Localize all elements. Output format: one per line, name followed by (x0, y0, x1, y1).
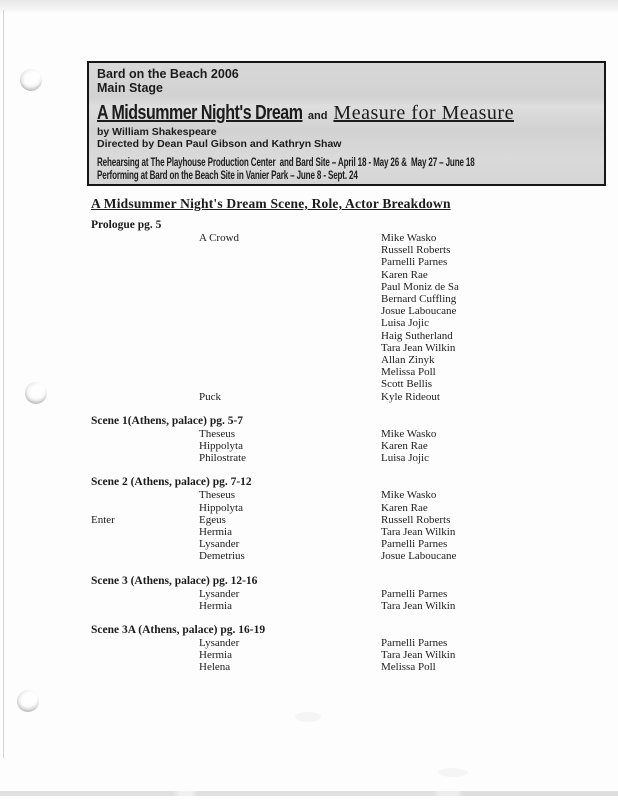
actor-name: Parnelli Parnes (381, 587, 448, 600)
stage-direction (91, 588, 199, 600)
breakdown-row (0, 637, 618, 649)
actor-name: Bernard Cuffling (381, 293, 457, 306)
actor-name: Luisa Jojic (381, 317, 429, 330)
breakdown-row (0, 649, 618, 661)
stage-direction (91, 502, 199, 514)
breakdown-row (0, 232, 618, 244)
scan-smudge (438, 768, 468, 777)
actor-name: Karen Rae (381, 501, 428, 514)
role-name: Puck (199, 390, 221, 403)
actor-name: Scott Bellis (381, 378, 433, 391)
stage-direction (91, 293, 199, 305)
role-name (199, 293, 381, 305)
actor-name: Parnelli Parnes (381, 637, 448, 650)
stage-direction (91, 428, 199, 440)
production-header-box (87, 61, 606, 186)
scene-rows (0, 428, 618, 465)
scene-title: Scene 1(Athens, palace) pg. 5-7 (91, 414, 244, 427)
role-name (199, 256, 381, 268)
hole-punch (20, 69, 42, 91)
scene-title: Scene 3A (Athens, palace) pg. 16-19 (91, 624, 266, 637)
breakdown-row (0, 244, 618, 256)
scan-smudge (295, 712, 321, 722)
actor-name: Parnelli Parnes (381, 256, 448, 269)
scene-rows (0, 588, 618, 612)
breakdown-row (0, 502, 618, 514)
actor-name: Mike Wasko (381, 489, 437, 502)
performance-schedule: Performing at Bard on the Beach Site in Vanier Park – June 8 - Sept. 24 (97, 170, 358, 182)
stage-direction (91, 354, 199, 366)
role-name (199, 244, 381, 256)
breakdown-row (0, 550, 618, 562)
scene-title: Scene 3 (Athens, palace) pg. 12-16 (91, 574, 258, 587)
actor-name: Mike Wasko (381, 427, 437, 440)
role-name (199, 366, 381, 378)
role-name: Hermia (199, 649, 232, 662)
byline: by William Shakespeare (97, 126, 217, 138)
actor-name: Karen Rae (381, 268, 428, 281)
title-midsummer: A Midsummer Night's Dream (97, 102, 303, 124)
bottom-scan-band (0, 791, 618, 796)
breakdown-row (0, 305, 618, 317)
role-name (199, 305, 381, 317)
actor-name: Tara Jean Wilkin (381, 341, 456, 354)
rehearsal-schedule: Rehearsing at The Playhouse Production Center and Bard Site – April 18 - May 26 & May 27 – June 18 (97, 157, 475, 169)
role-name: Lysander (199, 538, 240, 551)
directed-by: Directed by Dean Paul Gibson and Kathryn Shaw (97, 137, 342, 150)
role-name: Hippolyta (199, 501, 243, 514)
scene-rows (0, 489, 618, 562)
stage-direction (91, 526, 199, 538)
scene-title: Prologue pg. 5 (91, 219, 162, 231)
actor-name: Allan Zinyk (381, 354, 435, 367)
stage-direction (91, 330, 199, 342)
stage-direction (91, 305, 199, 317)
role-name (199, 354, 381, 366)
breakdown-row (0, 661, 618, 673)
actor-name: Josue Laboucane (381, 550, 457, 563)
stage-direction (91, 637, 199, 649)
breakdown-row (0, 354, 618, 366)
stage-direction: Enter (91, 513, 115, 526)
stage-direction (91, 452, 199, 464)
breakdown-row (0, 428, 618, 440)
breakdown-row (0, 330, 618, 342)
breakdown-row (0, 440, 618, 452)
stage-name: Main Stage (97, 81, 163, 95)
title-measure: Measure for Measure (333, 102, 514, 124)
breakdown-row (0, 588, 618, 600)
breakdown-row (0, 269, 618, 281)
scene-section (0, 218, 618, 403)
breakdown-row (0, 366, 618, 378)
scene-section (0, 475, 618, 562)
role-name: Hermia (199, 599, 232, 612)
actor-name: Tara Jean Wilkin (381, 599, 456, 612)
role-name: Demetrius (199, 550, 245, 563)
actor-name: Paul Moniz de Sa (381, 280, 459, 293)
actor-name: Tara Jean Wilkin (381, 649, 456, 662)
stage-direction (91, 538, 199, 550)
actor-name: Russell Roberts (381, 244, 451, 257)
breakdown-row (0, 378, 618, 390)
breakdown-row (0, 526, 618, 538)
stage-direction (91, 342, 199, 354)
role-name (199, 330, 381, 342)
role-name (199, 317, 381, 329)
breakdown-sections (0, 218, 618, 685)
role-name: Hermia (199, 526, 232, 539)
title-connector: and (307, 110, 328, 122)
role-name: Egeus (199, 513, 226, 526)
role-name: A Crowd (199, 232, 240, 244)
role-name: Hippolyta (199, 440, 243, 453)
breakdown-row (0, 452, 618, 464)
role-name: Theseus (199, 489, 236, 502)
scene-section (0, 574, 618, 612)
stage-direction (91, 550, 199, 562)
breakdown-row (0, 256, 618, 268)
festival-name: Bard on the Beach 2006 (97, 67, 239, 81)
actor-name: Tara Jean Wilkin (381, 526, 456, 539)
actor-name: Luisa Jojic (381, 452, 429, 465)
stage-direction (91, 391, 199, 403)
role-name: Lysander (199, 587, 240, 600)
role-name: Helena (199, 661, 231, 674)
stage-direction (91, 244, 199, 256)
scene-section (0, 414, 618, 465)
stage-direction (91, 232, 199, 244)
scene-rows (0, 232, 618, 403)
role-name (199, 342, 381, 354)
production-title-line (97, 102, 604, 127)
actor-name: Melissa Poll (381, 661, 436, 674)
role-name (199, 378, 381, 390)
stage-direction (91, 661, 199, 673)
stage-direction (91, 366, 199, 378)
role-name (199, 281, 381, 293)
breakdown-row (0, 514, 618, 526)
breakdown-heading: A Midsummer Night's Dream Scene, Role, Actor Breakdown (91, 196, 451, 211)
scene-section (0, 623, 618, 674)
breakdown-row (0, 293, 618, 305)
scene-rows (0, 637, 618, 674)
stage-direction (91, 489, 199, 501)
actor-name: Kyle Rideout (381, 390, 440, 403)
breakdown-row (0, 600, 618, 612)
scene-title: Scene 2 (Athens, palace) pg. 7-12 (91, 476, 252, 489)
breakdown-row (0, 391, 618, 403)
actor-name: Haig Sutherland (381, 329, 453, 342)
breakdown-row (0, 489, 618, 501)
breakdown-row (0, 317, 618, 329)
actor-name: Josue Laboucane (381, 305, 457, 318)
breakdown-row (0, 281, 618, 293)
top-edge-shadow (0, 0, 618, 14)
actor-name: Karen Rae (381, 440, 428, 453)
stage-direction (91, 378, 199, 390)
stage-direction (91, 256, 199, 268)
stage-direction (91, 269, 199, 281)
stage-direction (91, 600, 199, 612)
actor-name: Mike Wasko (381, 232, 437, 244)
breakdown-row (0, 538, 618, 550)
role-name (199, 269, 381, 281)
role-name: Philostrate (199, 452, 247, 465)
stage-direction (91, 317, 199, 329)
breakdown-row (0, 342, 618, 354)
stage-direction (91, 281, 199, 293)
actor-name: Melissa Poll (381, 366, 436, 379)
stage-direction (91, 649, 199, 661)
actor-name: Parnelli Parnes (381, 538, 448, 551)
hole-punch (17, 690, 39, 712)
stage-direction (91, 440, 199, 452)
role-name: Lysander (199, 637, 240, 650)
role-name: Theseus (199, 427, 236, 440)
actor-name: Russell Roberts (381, 513, 451, 526)
